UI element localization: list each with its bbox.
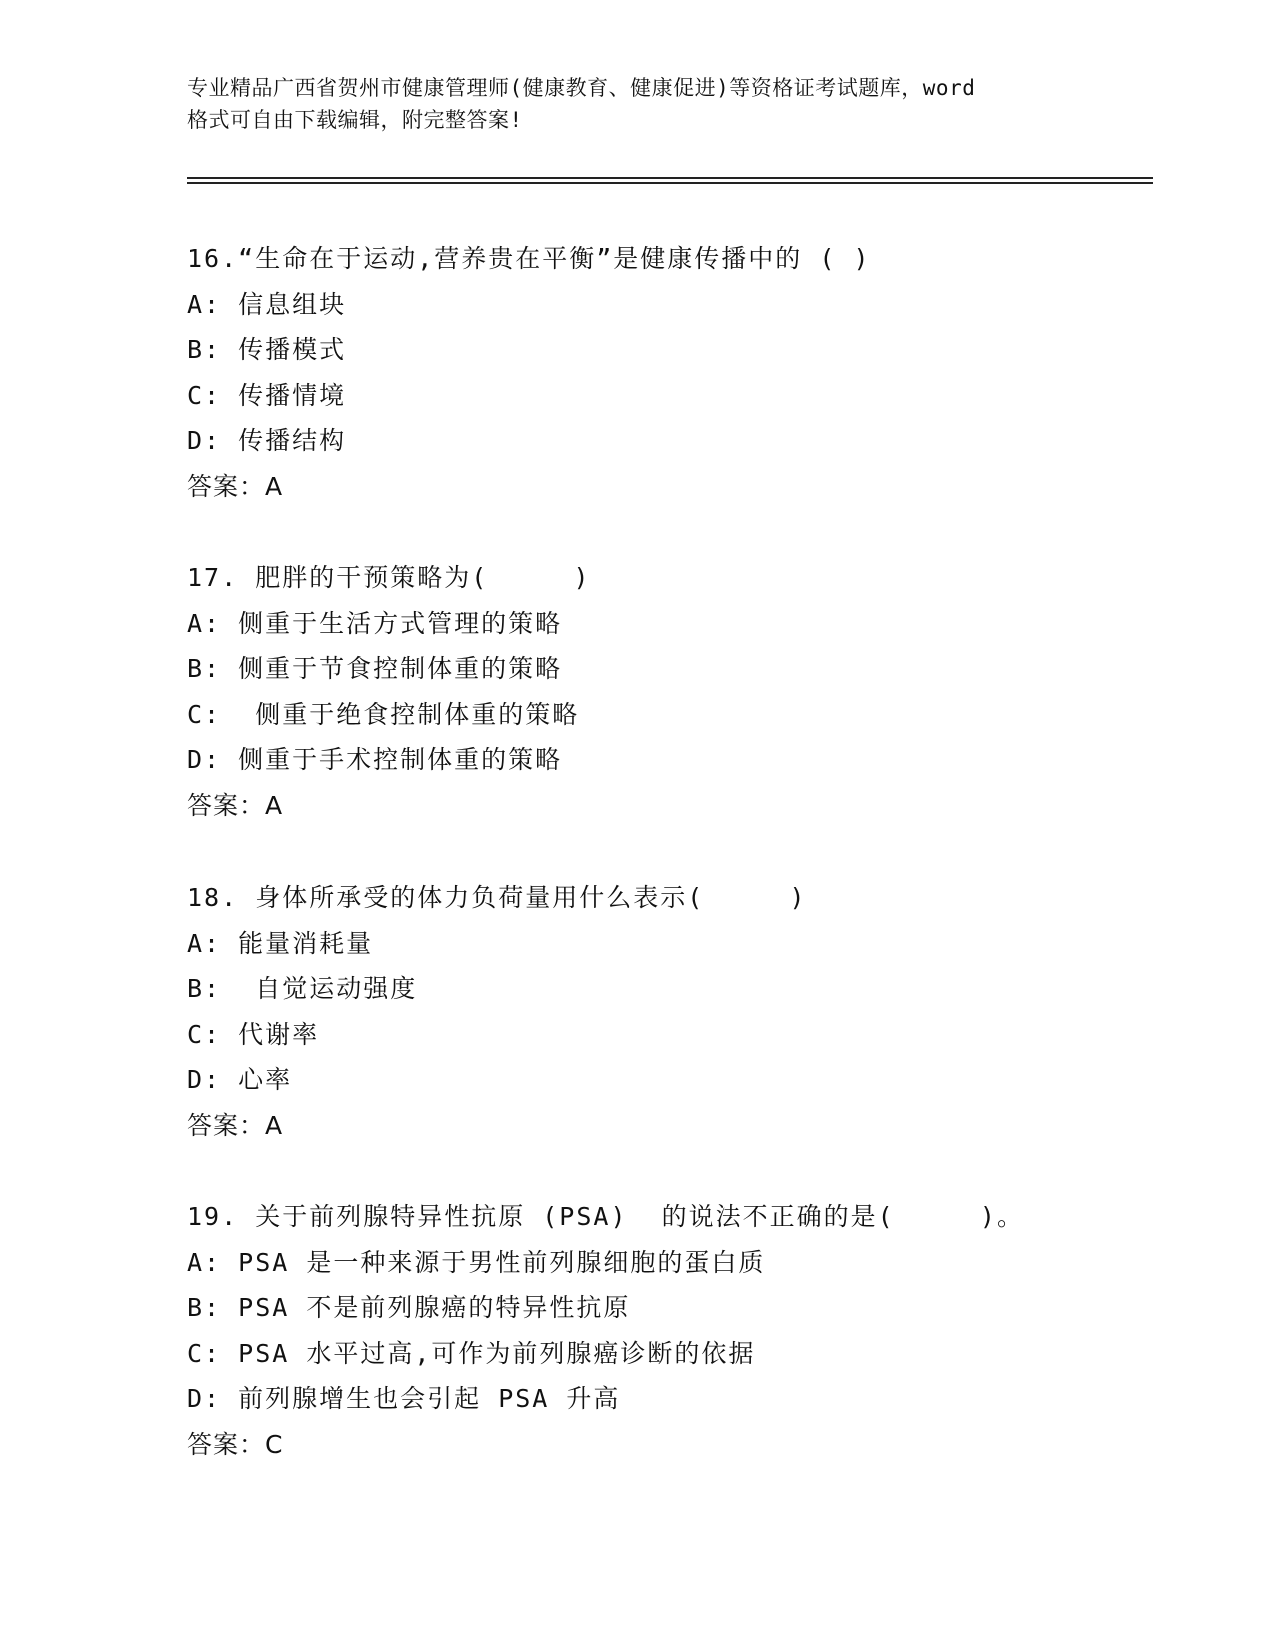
header-rule-top	[187, 177, 1153, 179]
option-c: C: 代谢率	[187, 1019, 320, 1049]
option-b: B: PSA 不是前列腺癌的特异性抗原	[187, 1293, 631, 1322]
question-19	[187, 1194, 1147, 1467]
header-line-2: 格式可自由下载编辑，附完整答案!	[187, 108, 523, 132]
question-stem: 19. 关于前列腺特异性抗原 (PSA) 的说法不正确的是( )。	[187, 1202, 1024, 1231]
option-a: A: PSA 是一种来源于男性前列腺细胞的蛋白质	[187, 1247, 766, 1277]
option-d: D: 心率	[187, 1065, 293, 1094]
header-rule-bottom	[187, 182, 1153, 184]
question-stem: 18. 身体所承受的体力负荷量用什么表示( )	[187, 883, 807, 912]
answer: 答案：A	[187, 471, 284, 501]
option-c: C: 传播情境	[187, 380, 347, 410]
answer: 答案：A	[187, 790, 284, 820]
question-17	[187, 555, 1147, 828]
header-line-1: 专业精品广西省贺州市健康管理师(健康教育、健康促进)等资格证考试题库，word	[187, 76, 976, 100]
option-d: D: 传播结构	[187, 426, 347, 455]
option-a: A: 能量消耗量	[187, 928, 374, 958]
answer: 答案：C	[187, 1429, 284, 1459]
option-b: B: 传播模式	[187, 335, 347, 364]
option-b: B: 侧重于节食控制体重的策略	[187, 654, 563, 683]
option-a: A: 侧重于生活方式管理的策略	[187, 608, 563, 638]
question-stem: 17. 肥胖的干预策略为( )	[187, 563, 591, 592]
option-c: C: PSA 水平过高,可作为前列腺癌诊断的依据	[187, 1338, 756, 1368]
option-d: D: 侧重于手术控制体重的策略	[187, 745, 563, 774]
answer: 答案：A	[187, 1110, 284, 1140]
question-stem: 16.“生命在于运动,营养贵在平衡”是健康传播中的 ( )	[187, 244, 871, 273]
question-18	[187, 875, 1147, 1148]
option-a: A: 信息组块	[187, 289, 347, 319]
option-b: B: 自觉运动强度	[187, 974, 418, 1003]
option-d: D: 前列腺增生也会引起 PSA 升高	[187, 1384, 621, 1413]
question-16	[187, 236, 1147, 509]
option-c: C: 侧重于绝食控制体重的策略	[187, 699, 580, 729]
document-header	[187, 72, 1087, 136]
